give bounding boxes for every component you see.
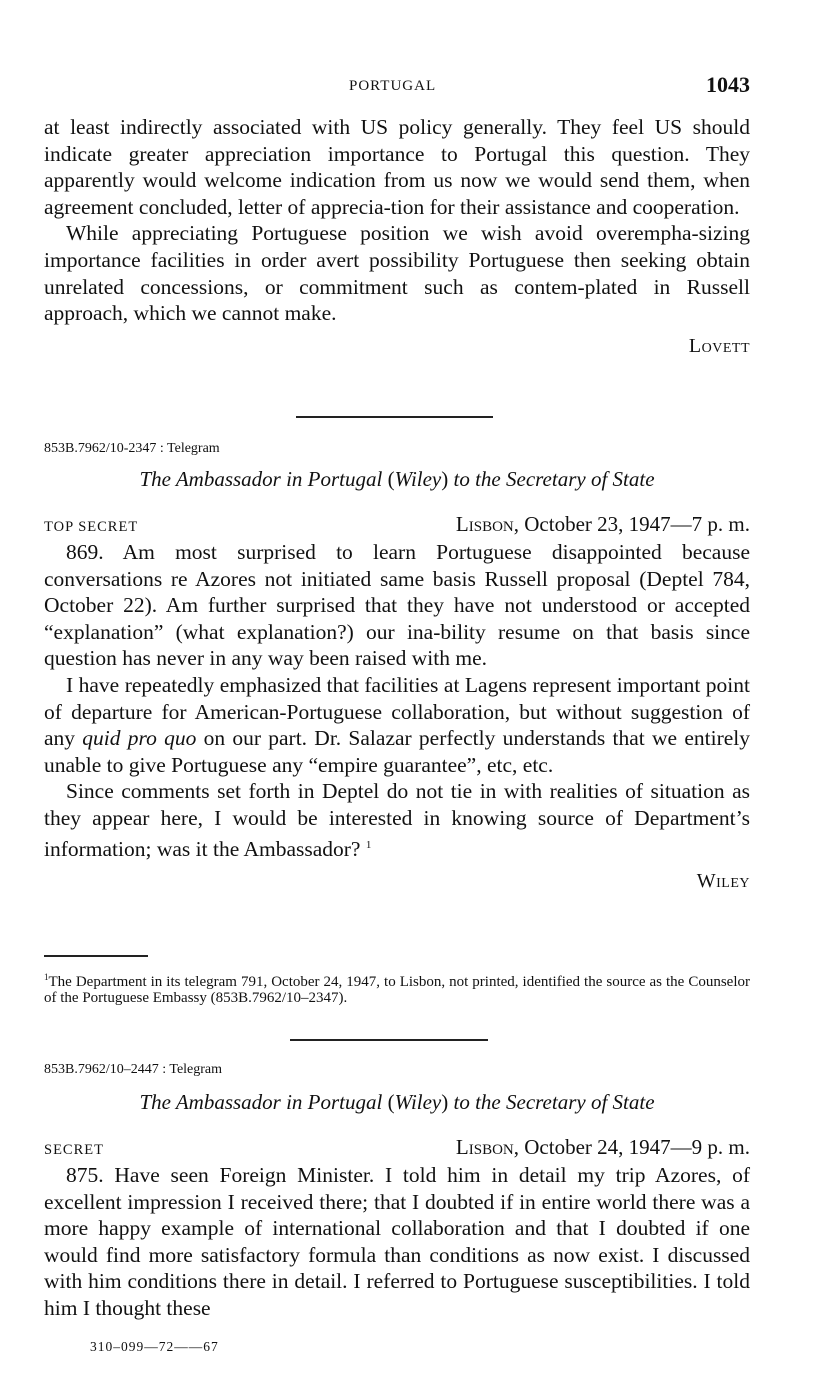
footnote-divider	[44, 955, 148, 957]
file-reference: 853B.7962/10–2447 : Telegram	[44, 1062, 223, 1077]
date-time: , October 23, 1947—7 p. m.	[513, 512, 750, 536]
document-title	[44, 467, 750, 492]
title-part: to the Secretary of State	[448, 467, 655, 491]
footnote-body: The Department in its telegram 791, October 24, 1947, to Lisbon, not printed, identified the source as the Counselor of the Portuguese Embassy (853B.7962/10–2347).	[44, 974, 750, 1006]
print-code-text: 310–099—72——67	[90, 1339, 219, 1354]
place: Lisbon	[455, 512, 514, 536]
signature: Wiley	[696, 870, 750, 893]
title-part: The Ambassador in Portugal	[139, 467, 388, 491]
document-title	[44, 1090, 750, 1115]
title-part: )	[441, 467, 449, 491]
footnote-marker: 1	[365, 838, 372, 851]
continued-telegram	[44, 114, 750, 358]
title-part: to the Secretary of State	[448, 1090, 655, 1114]
file-reference: 853B.7962/10-2347 : Telegram	[44, 441, 220, 456]
text-run: I have repeatedly emphasized that facilities at Lagens represent important point of departure for American-Portuguese collaboration, but without suggestion of any	[44, 672, 750, 751]
date-time: , October 24, 1947—9 p. m.	[513, 1135, 750, 1159]
footnote-number: 1	[44, 972, 49, 982]
section-divider	[296, 416, 493, 418]
title-part: Wiley	[394, 467, 442, 491]
paragraph: While appreciating Portuguese position we wish avoid overempha-sizing importance facilities in order avert possibility Portuguese then seeking obtain unrelated concessions, or commitment such as contem-plated in Russell approach, which we cannot make.	[44, 221, 750, 326]
paragraph	[44, 778, 750, 862]
paragraph	[44, 672, 750, 778]
dateline	[456, 1135, 750, 1160]
paragraph: at least indirectly associated with US policy generally. They feel US should indicate greater appreciation importance to Portugal this question. They apparently would welcome indication from us now we would send them, when agreement concluded, letter of apprecia-tion for their assistance and cooperation.	[44, 115, 750, 219]
title-part: )	[441, 1090, 449, 1114]
page-number: 1043	[706, 72, 750, 97]
classification: TOP SECRET	[44, 519, 139, 535]
title-part: (	[387, 1090, 395, 1114]
print-code	[90, 1338, 390, 1356]
running-head	[44, 72, 750, 102]
text-run: Since comments set forth in Deptel do not tie in with realities of situation as they appear here, I would be interested in knowing source of Department’s information; was it the Ambassador?	[44, 779, 750, 861]
place: Lisbon	[455, 1135, 514, 1159]
telegram-869	[44, 441, 750, 893]
dateline-row	[44, 1135, 750, 1160]
footnote-text	[44, 970, 750, 1006]
title-part: The Ambassador in Portugal	[139, 1090, 388, 1114]
paragraph: 875. Have seen Foreign Minister. I told him in detail my trip Azores, of excellent impression I received there; that I doubted if in entire world there was a more happy example of international collaboration and that I doubted if one would find more satisfactory formula than conditions as now exist. I discussed with him conditions there in detail. I referred to Portuguese susceptibilities. I told him I thought these	[44, 1163, 750, 1320]
footnote	[44, 970, 750, 1006]
signature: Lovett	[688, 334, 750, 357]
classification: SECRET	[44, 1142, 104, 1158]
text-run: on our part. Dr. Salazar perfectly understands that we entirely unable to give Portuguese any “empire guarantee”, etc, etc.	[44, 726, 750, 777]
paragraph: 869. Am most surprised to learn Portuguese disappointed because conversations re Azores not initiated same basis Russell proposal (Deptel 784, October 22). Am further surprised that they have not understood or accepted “explanation” (what explanation?) our ina-bility resume on that basis since question has never in any way been raised with me.	[44, 540, 750, 671]
telegram-875	[44, 1062, 750, 1322]
title-part: (	[387, 467, 395, 491]
section-divider	[290, 1039, 488, 1041]
italic-phrase: quid pro quo	[82, 726, 197, 751]
dateline	[456, 512, 750, 537]
running-head-title: PORTUGAL	[349, 78, 437, 94]
title-part: Wiley	[394, 1090, 442, 1114]
dateline-row	[44, 512, 750, 537]
